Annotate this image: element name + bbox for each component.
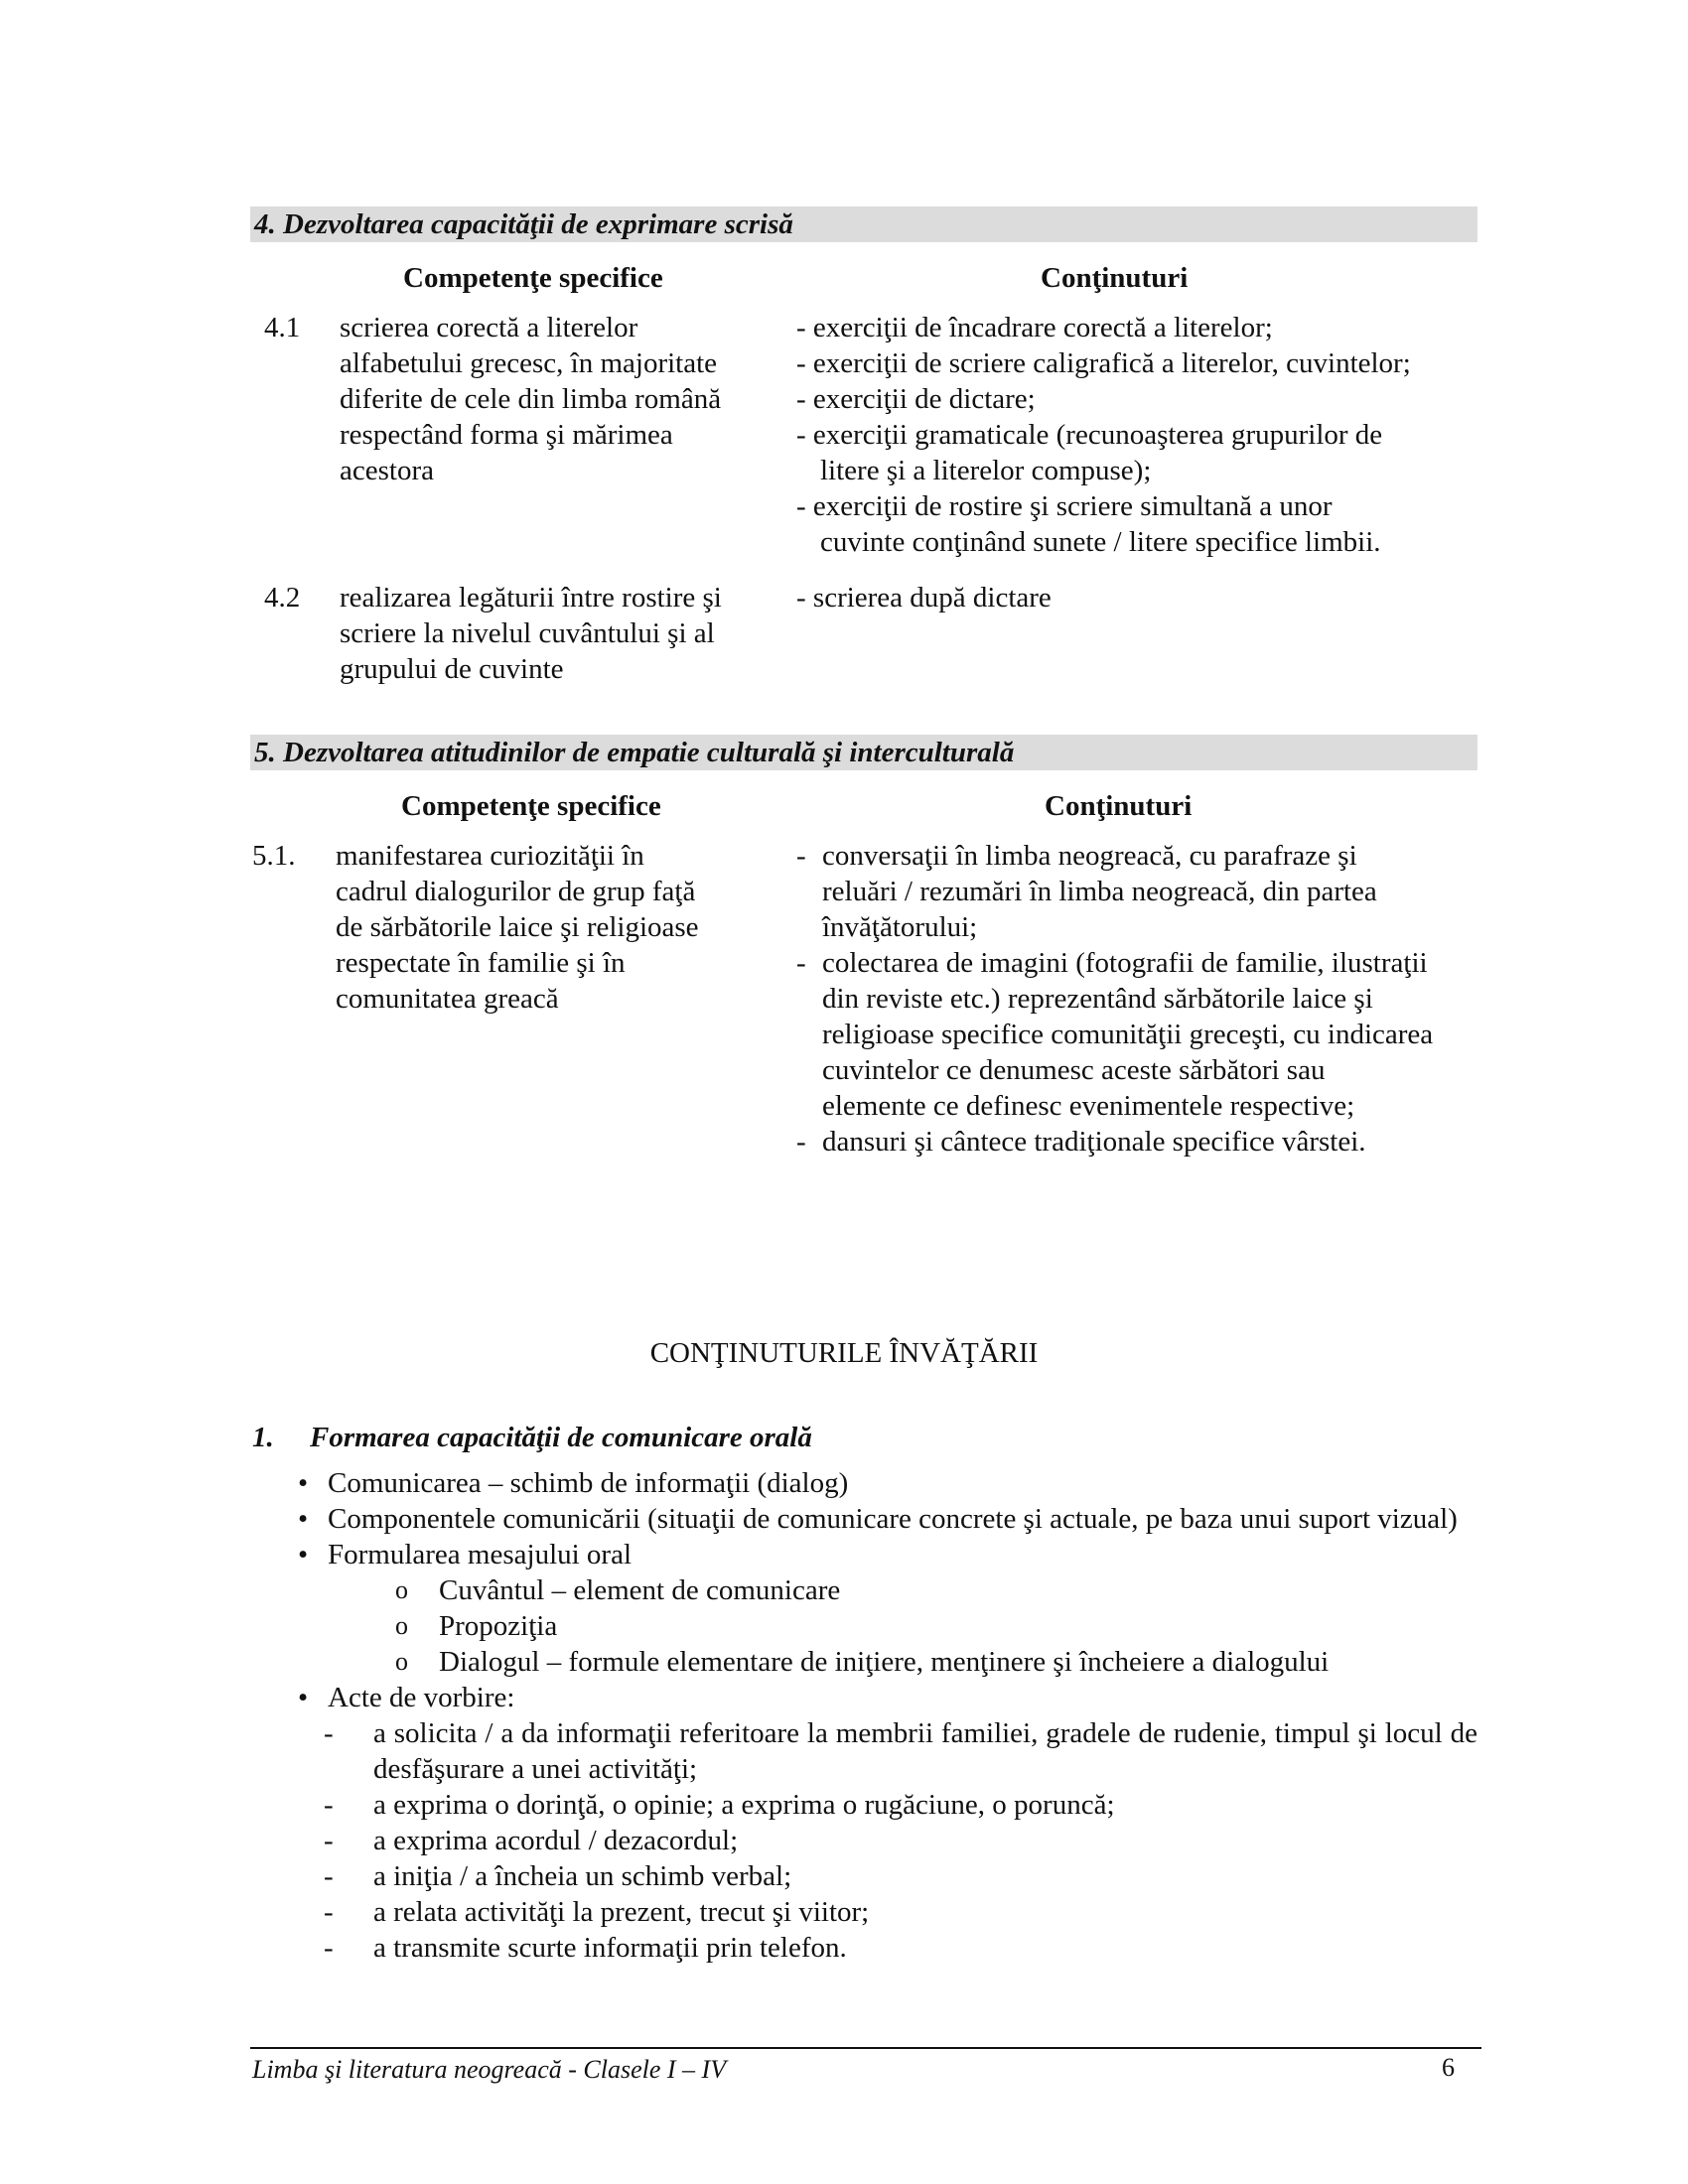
list-item: o Cuvântul – element de comunicare	[395, 1574, 841, 1606]
competence-number: 4.1	[264, 312, 301, 343]
section-1-heading: 1. Formarea capacităţii de comunicare orală	[252, 1422, 812, 1453]
list-item: - a relata activităţi la prezent, trecut şi viitor;	[324, 1896, 870, 1928]
competence-text: scrierea corectă a literelor alfabetului grecesc, în majoritate diferite de cele din limba română respectând forma şi mărimea acestora	[340, 312, 722, 486]
list-item: - a iniţia / a încheia un schimb verbal;	[324, 1860, 792, 1892]
page-title: CONŢINUTURILE ÎNVĂŢĂRII	[649, 1337, 1039, 1369]
list-item: cuvinte conţinând sunete / litere specifice limbii.	[820, 526, 1381, 558]
list-item: - exerciţii de dictare;	[796, 383, 1036, 415]
content-list	[796, 580, 1052, 615]
list-item: - a solicita / a da informaţii referitoare la membrii familiei, gradele de rudenie, timpul şi locul de desfăşurare a unei activităţi;	[324, 1717, 1477, 1785]
list-item: - a exprima acordul / dezacordul;	[324, 1825, 739, 1856]
list-item: - conversaţii în limba neogreacă, cu parafraze şi reluări / rezumări în limba neogreacă, din partea învăţătorului;	[796, 840, 1377, 943]
list-item: - exerciţii de încadrare corectă a literelor;	[796, 312, 1273, 343]
section-4-heading: 4. Dezvoltarea capacităţii de exprimare scrisă	[250, 206, 1477, 242]
competence-number: 5.1.	[252, 840, 296, 872]
list-item: • Acte de vorbire:	[298, 1682, 515, 1713]
footer-title: Limba şi literatura neogreacă - Clasele I – IV	[252, 2055, 727, 2084]
content-list	[294, 1465, 1477, 1966]
list-item: - exerciţii gramaticale (recunoaşterea grupurilor de	[796, 419, 1383, 451]
list-item: - exerciţii de rostire şi scriere simultană a unor	[796, 490, 1333, 522]
competente-header: Competenţe specifice	[403, 262, 663, 294]
list-item: - dansuri şi cântece tradiţionale specifice vârstei.	[796, 1126, 1366, 1158]
footer-divider	[250, 2047, 1481, 2049]
continuturi-header: Conţinuturi	[1045, 790, 1193, 822]
list-item: o Dialogul – formule elementare de iniţiere, menţinere şi încheiere a dialogului	[395, 1646, 1330, 1678]
competence-text: manifestarea curiozităţii în cadrul dialogurilor de grup faţă de sărbătorile laice şi religioase respectate în familie şi în comunitatea greacă	[336, 840, 699, 1015]
list-item: - exerciţii de scriere caligrafică a literelor, cuvintelor;	[796, 347, 1411, 379]
list-item: - a transmite scurte informaţii prin telefon.	[324, 1932, 847, 1964]
competente-header: Competenţe specifice	[401, 790, 661, 822]
content-list	[796, 310, 1411, 560]
competence-text: realizarea legăturii între rostire şi scriere la nivelul cuvântului şi al grupului de cuvinte	[340, 582, 722, 685]
list-item: o Propoziţia	[395, 1610, 558, 1642]
list-item: litere şi a literelor compuse);	[820, 455, 1152, 486]
list-item: - a exprima o dorinţă, o opinie; a exprima o rugăciune, o poruncă;	[324, 1789, 1115, 1821]
list-item: • Componentele comunicării (situaţii de comunicare concrete şi actuale, pe baza unui suport vizual)	[298, 1503, 1458, 1535]
list-item: • Formularea mesajului oral	[298, 1539, 633, 1570]
page-number: 6	[1442, 2053, 1455, 2082]
section-5-heading: 5. Dezvoltarea atitudinilor de empatie culturală şi interculturală	[250, 735, 1477, 770]
list-item: - scrierea după dictare	[796, 582, 1052, 614]
competence-number: 4.2	[264, 582, 301, 614]
continuturi-header: Conţinuturi	[1041, 262, 1189, 294]
list-item: - colectarea de imagini (fotografii de familie, ilustraţii din reviste etc.) reprezentând sărbătorile laice şi religioase specifice comunităţii greceşti, cu indicarea cuvintelor ce denumesc aceste sărbători sau elemente ce definesc evenimentele respective;	[796, 947, 1434, 1122]
list-item: • Comunicarea – schimb de informaţii (dialog)	[298, 1467, 849, 1499]
content-list	[796, 838, 1481, 1160]
